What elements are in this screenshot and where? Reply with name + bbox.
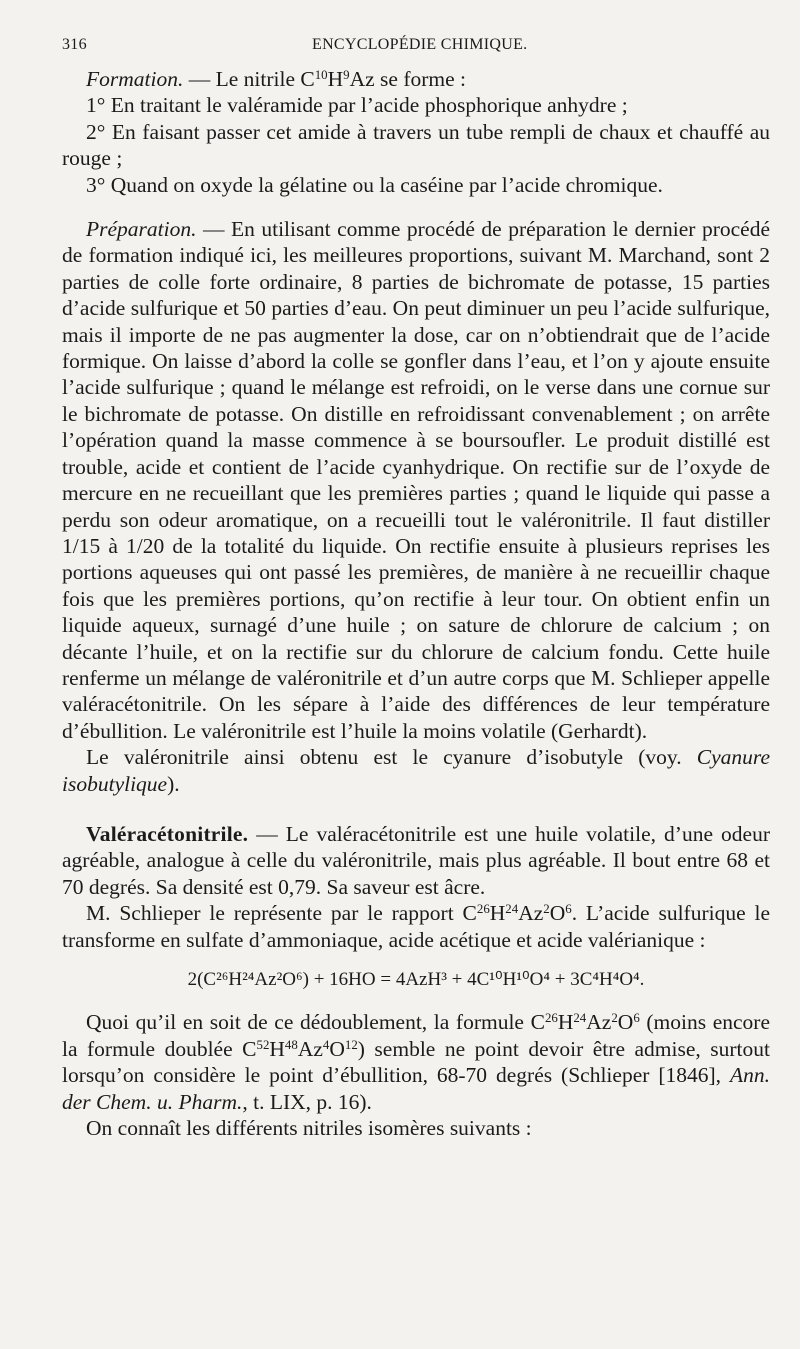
preparation-conclusion: Le valéronitrile ainsi obtenu est le cyanure d’isobutyle (voy. Cyanure isobutylique). — [62, 745, 770, 796]
formula-discussion: Quoi qu’il en soit de ce dédoublement, la formule $C^{26}H^{24}Az^2O^6$ (moins encore la formule doublée $C^{52}H^{48}Az^4O^{12}$) semble ne point devoir être admise, surtout lorsqu’on considère le point d’ébullition, 68-70 degrés (Schlieper [1846], Ann. der Chem. u. Pharm., t. LIX, p. 16). — [62, 1010, 770, 1114]
formation-item-2: 2° En faisant passer cet amide à travers un tube rempli de chaux et chauffé au rouge ; — [62, 119, 770, 171]
formation-item-3: 3° Quand on oxyde la gélatine ou la caséine par l’acide chromique. — [86, 172, 663, 197]
running-header — [62, 36, 772, 60]
valeraceto-heading: Valéracétonitrile. — [86, 821, 249, 846]
valeraceto-rapport: M. Schlieper le représente par le rapport $C^{26}H^{24}Az^2O^6$. L’acide sulfurique le transforme en sulfate d’ammoniaque, acide acétique et acide valérianique : — [62, 901, 770, 952]
preparation-paragraph: Préparation. — En utilisant comme procédé de préparation le dernier procédé de formation indiqué ici, les meilleures proportions, suivant M. Marchand, sont 2 parties de colle forte ordinaire, 8 parties de bichromate de potasse, 15 parties d’acide sulfurique et 50 parties d’eau. On peut diminuer un peu l’acide sulfurique, mais il importe de ne pas augmenter la dose, car on n’obtiendrait que de l’acide formique. On laisse d’abord la colle se gonfler dans l’eau, et l’on y ajoute ensuite l’acide sulfurique ; quand le mélange est refroidi, on le verse dans une cornue sur le bichromate de potasse. On distille en refroidissant convenablement ; on arrête l’opération quand la masse commence à se boursoufler. Le produit distillé est trouble, acide et contient de l’acide cyanhydrique. On rectifie sur de l’oxyde de mercure en ne recueillant que les premières parties ; quand le liquide qui passe a perdu son odeur aromatique, on a recueilli tout le valéronitrile. Il faut distiller 1/15 à 1/20 de la totalité du liquide. On rectifie ensuite à plusieurs reprises les portions aqueuses qui ont passé les premières, de manière à ne recueillir chaque fois que les premières portions, qu’on rectifie à leur tour. On obtient enfin un liquide aqueux, surnagé d’une huile ; on sature de chlorure de calcium ; on décante l’huile, et on la rectifie sur du chlorure de calcium fondu. Cette huile renferme un mélange de valéronitrile et d’un autre corps que M. Schlieper appelle valéracétonitrile. On les sépare à l’aide des différences de leur température d’ébullition. Le valéronitrile est l’huile la moins volatile (Gerhardt). — [62, 217, 770, 743]
formation-heading: Formation. — [86, 67, 184, 91]
reaction-equation: 2(C²⁶H²⁴Az²O⁶) + 16HO = 4AzH³ + 4C¹⁰H¹⁰O⁴ + 3C⁴H⁴O⁴. — [187, 969, 645, 990]
page-body — [62, 66, 770, 1141]
isomers-intro: On connaît les différents nitriles isomères suivants : — [86, 1116, 532, 1141]
preparation-heading: Préparation. — [86, 217, 197, 242]
page-number: 316 — [62, 36, 87, 53]
formation-intro: Formation. — Le nitrile $C^{10}H^9Az$ se forme : — [86, 67, 467, 91]
formation-item-1: 1° En traitant le valéramide par l’acide phosphorique anhydre ; — [86, 93, 628, 118]
valeraceto-paragraph: Valéracétonitrile. — Le valéracétonitrile est une huile volatile, d’une odeur agréable, analogue à celle du valéronitrile, mais plus agréable. Il bout entre 68 et 70 degrés. Sa densité est 0,79. Sa saveur est âcre. — [62, 821, 770, 899]
running-title: ENCYCLOPÉDIE CHIMIQUE. — [312, 36, 528, 53]
